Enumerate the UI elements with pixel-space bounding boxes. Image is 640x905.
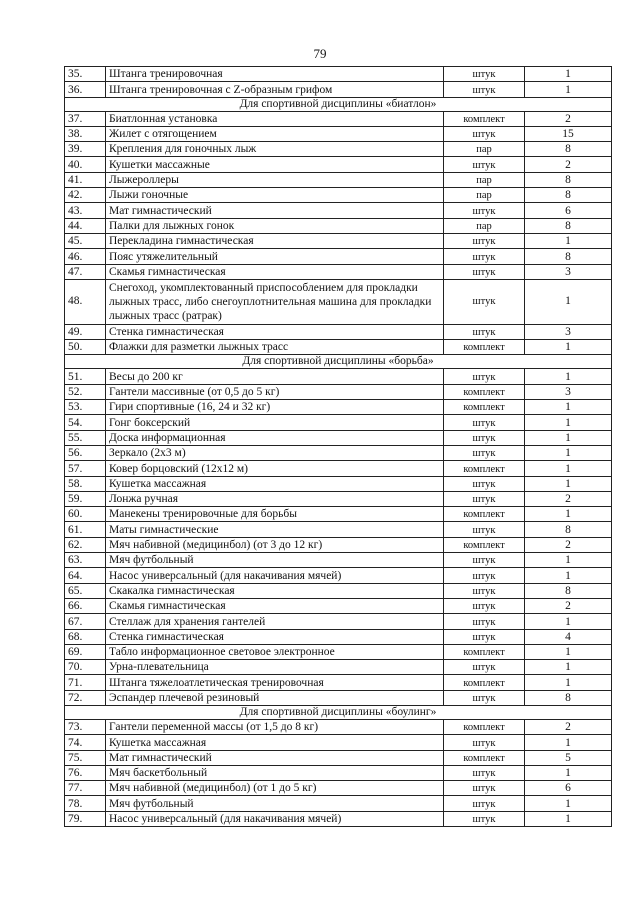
item-name: Стеллаж для хранения гантелей [106, 614, 444, 629]
table-row [65, 491, 612, 506]
item-quantity: 3 [525, 264, 612, 279]
item-quantity: 1 [525, 445, 612, 460]
item-quantity: 5 [525, 750, 612, 765]
equipment-table [64, 66, 612, 827]
item-unit: комплект [444, 719, 525, 734]
item-name: Мяч футбольный [106, 796, 444, 811]
item-name: Снегоход, укомплектованный приспособлением для прокладки лыжных трасс, либо снегоуплотнительная машина для прокладки лыжных трасс (ратрак) [106, 279, 444, 324]
table-row [65, 553, 612, 568]
item-name: Гантели переменной массы (от 1,5 до 8 кг) [106, 719, 444, 734]
item-name: Мяч баскетбольный [106, 765, 444, 780]
item-quantity: 6 [525, 781, 612, 796]
item-number: 50. [65, 340, 106, 355]
item-unit: штук [444, 598, 525, 613]
item-name: Перекладина гимнастическая [106, 233, 444, 248]
item-quantity: 2 [525, 111, 612, 126]
item-number: 66. [65, 598, 106, 613]
table-row [65, 765, 612, 780]
table-row [65, 750, 612, 765]
item-number: 77. [65, 781, 106, 796]
table-row [65, 126, 612, 141]
item-unit: штук [444, 629, 525, 644]
item-number: 72. [65, 690, 106, 705]
item-number: 44. [65, 218, 106, 233]
item-unit: штук [444, 264, 525, 279]
table-row [65, 369, 612, 384]
item-number: 57. [65, 461, 106, 476]
item-quantity: 6 [525, 203, 612, 218]
item-unit: штук [444, 476, 525, 491]
item-name: Гири спортивные (16, 24 и 32 кг) [106, 400, 444, 415]
item-quantity: 1 [525, 568, 612, 583]
item-name: Кушетка массажная [106, 476, 444, 491]
section-title: Для спортивной дисциплины «борьба» [65, 355, 612, 369]
item-number: 52. [65, 384, 106, 399]
item-unit: комплект [444, 111, 525, 126]
table-row [65, 264, 612, 279]
item-quantity: 8 [525, 218, 612, 233]
item-number: 62. [65, 537, 106, 552]
item-name: Штанга тренировочная с Z-образным грифом [106, 82, 444, 97]
item-number: 46. [65, 249, 106, 264]
item-number: 41. [65, 172, 106, 187]
table-row [65, 82, 612, 97]
item-name: Ковер борцовский (12х12 м) [106, 461, 444, 476]
table-row [65, 111, 612, 126]
item-name: Доска информационная [106, 430, 444, 445]
item-unit: пар [444, 188, 525, 203]
item-quantity: 1 [525, 82, 612, 97]
item-name: Мат гимнастический [106, 203, 444, 218]
table-row [65, 522, 612, 537]
item-number: 76. [65, 765, 106, 780]
item-number: 79. [65, 811, 106, 826]
item-quantity: 1 [525, 476, 612, 491]
section-title: Для спортивной дисциплины «биатлон» [65, 97, 612, 111]
item-number: 43. [65, 203, 106, 218]
item-unit: штук [444, 765, 525, 780]
item-number: 51. [65, 369, 106, 384]
item-quantity: 1 [525, 811, 612, 826]
item-number: 53. [65, 400, 106, 415]
item-quantity: 1 [525, 430, 612, 445]
item-quantity: 15 [525, 126, 612, 141]
item-quantity: 8 [525, 188, 612, 203]
item-unit: штук [444, 781, 525, 796]
table-row [65, 188, 612, 203]
table-row [65, 507, 612, 522]
item-quantity: 1 [525, 553, 612, 568]
item-name: Табло информационное световое электронное [106, 644, 444, 659]
item-name: Зеркало (2х3 м) [106, 445, 444, 460]
item-unit: комплект [444, 644, 525, 659]
item-unit: пар [444, 142, 525, 157]
item-name: Скамья гимнастическая [106, 264, 444, 279]
table-row [65, 233, 612, 248]
item-unit: штук [444, 203, 525, 218]
item-unit: пар [444, 218, 525, 233]
item-name: Жилет с отягощением [106, 126, 444, 141]
item-number: 73. [65, 719, 106, 734]
item-number: 68. [65, 629, 106, 644]
item-name: Гантели массивные (от 0,5 до 5 кг) [106, 384, 444, 399]
item-unit: штук [444, 279, 525, 324]
item-quantity: 1 [525, 675, 612, 690]
item-unit: штук [444, 249, 525, 264]
table-row [65, 157, 612, 172]
item-unit: штук [444, 614, 525, 629]
item-name: Стенка гимнастическая [106, 629, 444, 644]
item-number: 67. [65, 614, 106, 629]
item-name: Мяч футбольный [106, 553, 444, 568]
item-number: 65. [65, 583, 106, 598]
item-name: Лыжероллеры [106, 172, 444, 187]
table-row [65, 461, 612, 476]
item-quantity: 1 [525, 279, 612, 324]
item-quantity: 2 [525, 598, 612, 613]
item-quantity: 3 [525, 384, 612, 399]
table-row [65, 400, 612, 415]
item-unit: штук [444, 67, 525, 82]
item-unit: комплект [444, 400, 525, 415]
table-row [65, 172, 612, 187]
item-quantity: 1 [525, 67, 612, 82]
table-row [65, 719, 612, 734]
item-number: 75. [65, 750, 106, 765]
item-quantity: 2 [525, 157, 612, 172]
table-row [65, 675, 612, 690]
item-unit: штук [444, 583, 525, 598]
item-quantity: 1 [525, 369, 612, 384]
item-number: 49. [65, 324, 106, 339]
item-number: 42. [65, 188, 106, 203]
item-name: Флажки для разметки лыжных трасс [106, 340, 444, 355]
item-unit: комплект [444, 384, 525, 399]
table-row [65, 249, 612, 264]
item-name: Кушетка массажная [106, 735, 444, 750]
item-quantity: 1 [525, 660, 612, 675]
item-quantity: 1 [525, 644, 612, 659]
item-quantity: 1 [525, 765, 612, 780]
item-unit: штук [444, 324, 525, 339]
item-quantity: 1 [525, 400, 612, 415]
item-number: 59. [65, 491, 106, 506]
table-row [65, 218, 612, 233]
item-number: 54. [65, 415, 106, 430]
table-row [65, 203, 612, 218]
item-quantity: 8 [525, 172, 612, 187]
item-unit: штук [444, 660, 525, 675]
item-quantity: 1 [525, 233, 612, 248]
item-number: 69. [65, 644, 106, 659]
item-number: 45. [65, 233, 106, 248]
item-unit: штук [444, 568, 525, 583]
item-name: Мат гимнастический [106, 750, 444, 765]
table-row [65, 384, 612, 399]
section-header-row [65, 705, 612, 719]
item-name: Гонг боксерский [106, 415, 444, 430]
item-unit: штук [444, 553, 525, 568]
table-row [65, 614, 612, 629]
table-row [65, 629, 612, 644]
item-unit: комплект [444, 340, 525, 355]
item-name: Маты гимнастические [106, 522, 444, 537]
section-title: Для спортивной дисциплины «боулинг» [65, 705, 612, 719]
item-quantity: 1 [525, 340, 612, 355]
item-name: Пояс утяжелительный [106, 249, 444, 264]
item-unit: комплект [444, 461, 525, 476]
item-unit: штук [444, 415, 525, 430]
item-unit: штук [444, 445, 525, 460]
table-row [65, 537, 612, 552]
item-unit: пар [444, 172, 525, 187]
item-name: Кушетки массажные [106, 157, 444, 172]
item-quantity: 1 [525, 796, 612, 811]
item-unit: комплект [444, 537, 525, 552]
section-header-row [65, 97, 612, 111]
item-unit: штук [444, 491, 525, 506]
item-unit: штук [444, 82, 525, 97]
table-row [65, 476, 612, 491]
item-name: Скакалка гимнастическая [106, 583, 444, 598]
table-row [65, 735, 612, 750]
table-row [65, 568, 612, 583]
item-quantity: 8 [525, 690, 612, 705]
item-quantity: 8 [525, 249, 612, 264]
item-quantity: 2 [525, 537, 612, 552]
table-row [65, 690, 612, 705]
item-number: 47. [65, 264, 106, 279]
item-number: 74. [65, 735, 106, 750]
item-name: Эспандер плечевой резиновый [106, 690, 444, 705]
table-row [65, 340, 612, 355]
item-name: Стенка гимнастическая [106, 324, 444, 339]
table-row [65, 415, 612, 430]
item-quantity: 1 [525, 507, 612, 522]
item-name: Скамья гимнастическая [106, 598, 444, 613]
item-unit: штук [444, 796, 525, 811]
item-number: 64. [65, 568, 106, 583]
table-row [65, 324, 612, 339]
item-name: Штанга тренировочная [106, 67, 444, 82]
item-unit: комплект [444, 675, 525, 690]
item-quantity: 8 [525, 522, 612, 537]
table-row [65, 279, 612, 324]
table-row [65, 430, 612, 445]
item-number: 39. [65, 142, 106, 157]
table-row [65, 583, 612, 598]
page-number: 79 [313, 46, 327, 61]
item-unit: комплект [444, 507, 525, 522]
item-name: Штанга тяжелоатлетическая тренировочная [106, 675, 444, 690]
item-name: Лыжи гоночные [106, 188, 444, 203]
item-quantity: 1 [525, 614, 612, 629]
item-name: Палки для лыжных гонок [106, 218, 444, 233]
table-row [65, 644, 612, 659]
item-unit: штук [444, 690, 525, 705]
item-quantity: 3 [525, 324, 612, 339]
item-unit: штук [444, 126, 525, 141]
item-unit: комплект [444, 750, 525, 765]
item-number: 55. [65, 430, 106, 445]
item-quantity: 1 [525, 735, 612, 750]
item-name: Манекены тренировочные для борьбы [106, 507, 444, 522]
item-unit: штук [444, 735, 525, 750]
table-row [65, 67, 612, 82]
item-name: Биатлонная установка [106, 111, 444, 126]
item-name: Крепления для гоночных лыж [106, 142, 444, 157]
item-number: 56. [65, 445, 106, 460]
item-unit: штук [444, 157, 525, 172]
item-number: 38. [65, 126, 106, 141]
item-quantity: 4 [525, 629, 612, 644]
item-number: 36. [65, 82, 106, 97]
item-unit: штук [444, 522, 525, 537]
item-name: Лонжа ручная [106, 491, 444, 506]
table-row [65, 796, 612, 811]
item-unit: штук [444, 811, 525, 826]
table-row [65, 660, 612, 675]
item-quantity: 2 [525, 491, 612, 506]
table-row [65, 598, 612, 613]
item-name: Насос универсальный (для накачивания мячей) [106, 811, 444, 826]
item-quantity: 8 [525, 583, 612, 598]
table-row [65, 781, 612, 796]
table-row [65, 142, 612, 157]
item-quantity: 8 [525, 142, 612, 157]
item-number: 37. [65, 111, 106, 126]
item-number: 48. [65, 279, 106, 324]
item-number: 71. [65, 675, 106, 690]
item-number: 40. [65, 157, 106, 172]
item-number: 63. [65, 553, 106, 568]
item-name: Мяч набивной (медицинбол) (от 3 до 12 кг) [106, 537, 444, 552]
item-number: 60. [65, 507, 106, 522]
equipment-table-body [65, 67, 612, 827]
item-number: 70. [65, 660, 106, 675]
section-header-row [65, 355, 612, 369]
item-name: Весы до 200 кг [106, 369, 444, 384]
item-quantity: 2 [525, 719, 612, 734]
item-number: 78. [65, 796, 106, 811]
item-quantity: 1 [525, 415, 612, 430]
item-name: Урна-плевательница [106, 660, 444, 675]
item-unit: штук [444, 430, 525, 445]
table-row [65, 445, 612, 460]
item-quantity: 1 [525, 461, 612, 476]
item-name: Мяч набивной (медицинбол) (от 1 до 5 кг) [106, 781, 444, 796]
item-name: Насос универсальный (для накачивания мячей) [106, 568, 444, 583]
item-unit: штук [444, 369, 525, 384]
item-unit: штук [444, 233, 525, 248]
item-number: 35. [65, 67, 106, 82]
table-row [65, 811, 612, 826]
item-number: 61. [65, 522, 106, 537]
item-number: 58. [65, 476, 106, 491]
